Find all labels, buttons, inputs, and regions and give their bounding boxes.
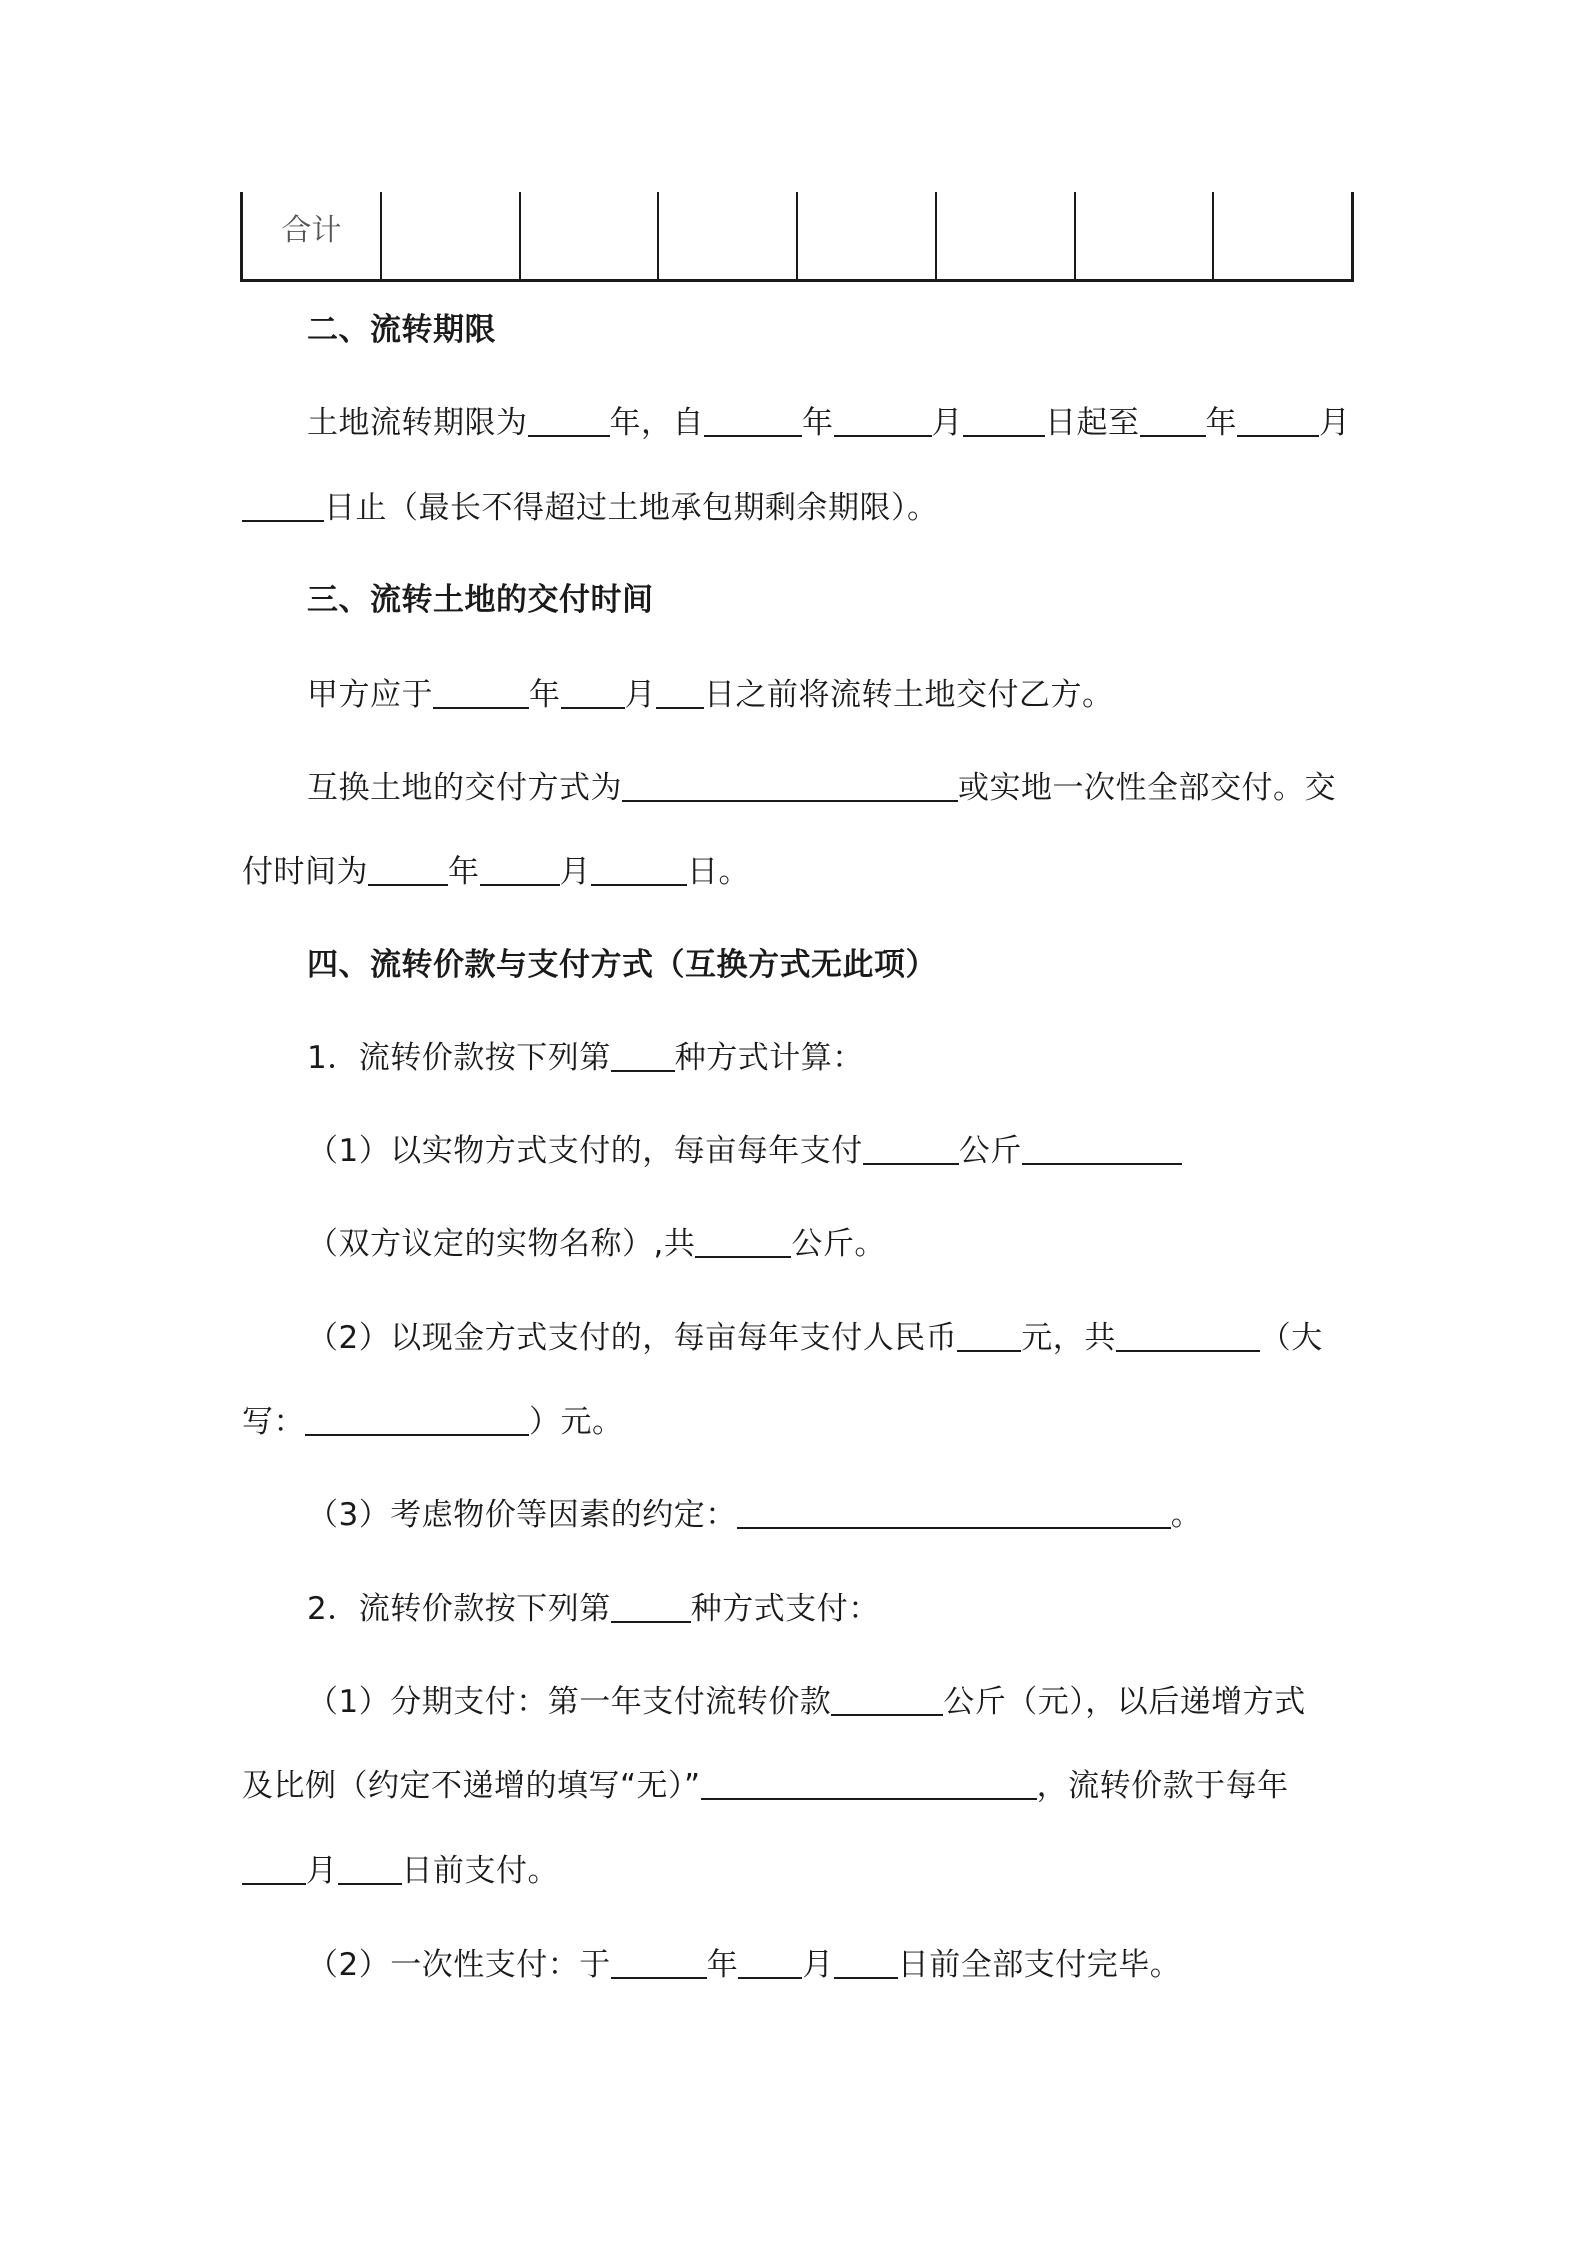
price-in-kind-line-1 [307, 1131, 1182, 1171]
blank-field [1022, 1133, 1182, 1165]
text: （1）分期支付：第一年支付流转价款 [307, 1684, 832, 1720]
blank-field [957, 1320, 1021, 1352]
price-cash-line-1 [307, 1318, 1323, 1358]
text: 年 [802, 405, 834, 441]
table-cell-total-label: 合计 [243, 192, 382, 279]
text: 日止（最长不得超过土地承包期剩余期限）。 [324, 490, 939, 526]
amount-table-total-row [240, 192, 1354, 282]
blank-field [831, 1684, 943, 1716]
text: （双方议定的实物名称）,共 [307, 1226, 696, 1262]
installment-line-1 [307, 1682, 1306, 1722]
blank-field [611, 1040, 675, 1072]
text: 月 [306, 1853, 338, 1889]
price-adjust-line [307, 1495, 1202, 1535]
text: 日前全部支付完毕。 [897, 1947, 1182, 1983]
blank-field [433, 677, 529, 709]
section-3-heading: 三、流转土地的交付时间 [307, 582, 654, 618]
text: 元，共 [1021, 1320, 1116, 1356]
text: （3）考虑物价等因素的约定： [307, 1497, 737, 1533]
text: 种方式计算： [674, 1040, 864, 1076]
text: 年，自 [609, 405, 704, 441]
table-cell [937, 192, 1076, 279]
text: 土地流转期限为 [307, 405, 528, 441]
text: 年 [1205, 405, 1237, 441]
blank-field [368, 854, 448, 886]
price-method-line [307, 1038, 864, 1078]
text: （大 [1259, 1320, 1323, 1356]
blank-field [611, 1947, 707, 1979]
text: 月 [931, 405, 963, 441]
table-cell [798, 192, 937, 279]
lump-sum-line [307, 1945, 1181, 1985]
text: 月 [624, 677, 656, 713]
blank-field [528, 405, 610, 437]
blank-field [1237, 405, 1319, 437]
text: ）元。 [529, 1404, 624, 1440]
table-cell [1076, 192, 1215, 279]
text: 2．流转价款按下列第 [307, 1591, 611, 1627]
installment-line-2 [242, 1766, 1289, 1806]
term-line-2 [242, 488, 939, 528]
text: 公斤 [958, 1133, 1022, 1169]
blank-field [1140, 405, 1206, 437]
price-in-kind-line-2 [307, 1224, 886, 1264]
text: （1）以实物方式支付的，每亩每年支付 [307, 1133, 863, 1169]
blank-field [834, 405, 932, 437]
blank-field [611, 1591, 691, 1623]
text: 年 [448, 854, 480, 890]
payment-method-line [307, 1589, 880, 1629]
text: ，流转价款于每年 [1036, 1768, 1289, 1804]
blank-field [704, 405, 802, 437]
delivery-line-1 [307, 675, 1114, 715]
blank-field [737, 1497, 1171, 1529]
text: 。 [1170, 1497, 1203, 1533]
text: 种方式支付： [690, 1591, 880, 1627]
text: （2）一次性支付：于 [307, 1947, 611, 1983]
text: 日。 [687, 854, 750, 890]
blank-field [305, 1404, 529, 1436]
blank-field [834, 1947, 898, 1979]
blank-field [701, 1768, 1037, 1800]
blank-field [242, 490, 324, 522]
text: 日之前将流转土地交付乙方。 [704, 677, 1114, 713]
term-line-1 [307, 403, 1351, 443]
text: 互换土地的交付方式为 [307, 770, 622, 806]
text: 公斤。 [791, 1226, 886, 1262]
delivery-line-2 [307, 768, 1336, 808]
text: 公斤（元），以后递增方式 [943, 1684, 1306, 1720]
text: 月 [802, 1947, 834, 1983]
section-4-heading: 四、流转价款与支付方式（互换方式无此项） [307, 947, 937, 983]
blank-field [242, 1853, 306, 1885]
text: 年 [706, 1947, 739, 1983]
price-cash-line-2 [242, 1402, 624, 1442]
blank-field [695, 1226, 791, 1258]
blank-field [963, 405, 1045, 437]
blank-field [591, 854, 687, 886]
blank-field [561, 677, 625, 709]
blank-field [738, 1947, 802, 1979]
blank-field [863, 1133, 959, 1165]
table-cell [382, 192, 521, 279]
table-cell [1214, 192, 1351, 279]
text: 月 [559, 854, 591, 890]
blank-field [338, 1853, 402, 1885]
blank-field [622, 770, 958, 802]
text: 及比例（约定不递增的填写“无）” [242, 1768, 701, 1804]
text: 年 [529, 677, 561, 713]
blank-field [480, 854, 560, 886]
table-cell [659, 192, 798, 279]
installment-line-3 [242, 1851, 559, 1891]
text: 月 [1319, 405, 1351, 441]
text: 付时间为 [242, 854, 368, 890]
text: 1．流转价款按下列第 [307, 1040, 611, 1076]
text: 日前支付。 [401, 1853, 559, 1889]
delivery-line-3 [242, 852, 750, 892]
text: 写： [242, 1404, 305, 1440]
blank-field [656, 677, 704, 709]
table-cell [521, 192, 660, 279]
text: （2）以现金方式支付的，每亩每年支付人民币 [307, 1320, 958, 1356]
blank-field [1116, 1320, 1260, 1352]
text: 日起至 [1045, 405, 1140, 441]
section-2-heading: 二、流转期限 [307, 312, 496, 348]
text: 或实地一次性全部交付。交 [958, 770, 1336, 806]
text: 甲方应于 [307, 677, 433, 713]
